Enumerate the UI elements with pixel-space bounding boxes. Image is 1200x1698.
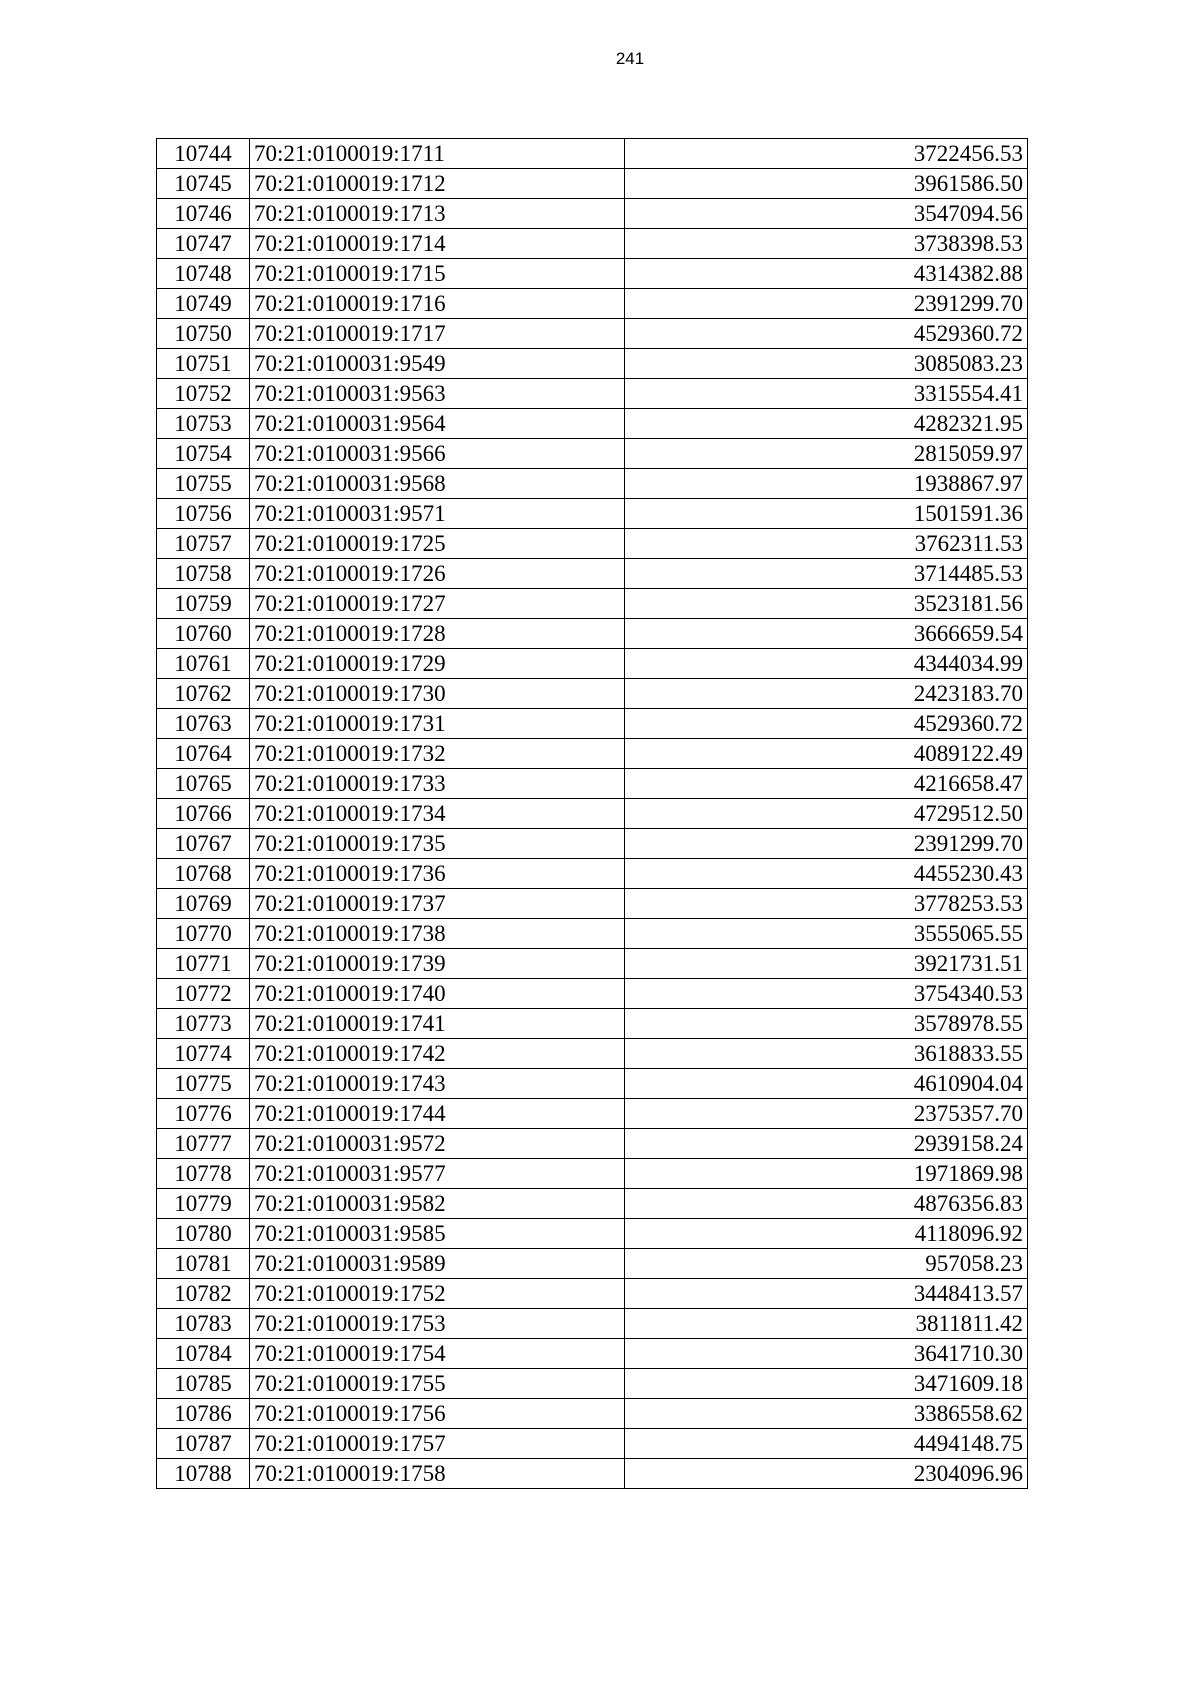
cadastral-number-cell: 70:21:0100019:1711 — [250, 139, 625, 169]
cadastral-number-cell: 70:21:0100019:1729 — [250, 649, 625, 679]
cadastral-number-cell: 70:21:0100019:1714 — [250, 229, 625, 259]
row-number-cell: 10746 — [157, 199, 250, 229]
cadastral-number-cell: 70:21:0100019:1712 — [250, 169, 625, 199]
table-row — [157, 769, 1028, 799]
table-row — [157, 379, 1028, 409]
value-cell: 3523181.56 — [625, 589, 1028, 619]
value-cell: 4118096.92 — [625, 1219, 1028, 1249]
row-number-cell: 10780 — [157, 1219, 250, 1249]
cadastral-number-cell: 70:21:0100019:1756 — [250, 1399, 625, 1429]
row-number-cell: 10747 — [157, 229, 250, 259]
cadastral-number-cell: 70:21:0100019:1738 — [250, 919, 625, 949]
table-row — [157, 469, 1028, 499]
data-table — [156, 138, 1028, 1489]
table-row — [157, 409, 1028, 439]
row-number-cell: 10788 — [157, 1459, 250, 1489]
cadastral-number-cell: 70:21:0100019:1758 — [250, 1459, 625, 1489]
value-cell: 2391299.70 — [625, 829, 1028, 859]
row-number-cell: 10774 — [157, 1039, 250, 1069]
value-cell: 3555065.55 — [625, 919, 1028, 949]
cadastral-number-cell: 70:21:0100031:9577 — [250, 1159, 625, 1189]
cadastral-number-cell: 70:21:0100019:1753 — [250, 1309, 625, 1339]
cadastral-number-cell: 70:21:0100031:9564 — [250, 409, 625, 439]
table-row — [157, 1279, 1028, 1309]
cadastral-number-cell: 70:21:0100019:1737 — [250, 889, 625, 919]
row-number-cell: 10761 — [157, 649, 250, 679]
row-number-cell: 10764 — [157, 739, 250, 769]
table-row — [157, 799, 1028, 829]
cadastral-number-cell: 70:21:0100019:1736 — [250, 859, 625, 889]
value-cell: 3666659.54 — [625, 619, 1028, 649]
table-row — [157, 1009, 1028, 1039]
value-cell: 4282321.95 — [625, 409, 1028, 439]
value-cell: 4610904.04 — [625, 1069, 1028, 1099]
cadastral-number-cell: 70:21:0100019:1741 — [250, 1009, 625, 1039]
cadastral-number-cell: 70:21:0100019:1733 — [250, 769, 625, 799]
row-number-cell: 10755 — [157, 469, 250, 499]
cadastral-number-cell: 70:21:0100031:9571 — [250, 499, 625, 529]
value-cell: 3085083.23 — [625, 349, 1028, 379]
value-cell: 3778253.53 — [625, 889, 1028, 919]
cadastral-number-cell: 70:21:0100019:1713 — [250, 199, 625, 229]
value-cell: 2391299.70 — [625, 289, 1028, 319]
value-cell: 3811811.42 — [625, 1309, 1028, 1339]
row-number-cell: 10757 — [157, 529, 250, 559]
cadastral-number-cell: 70:21:0100019:1744 — [250, 1099, 625, 1129]
value-cell: 3961586.50 — [625, 169, 1028, 199]
row-number-cell: 10776 — [157, 1099, 250, 1129]
row-number-cell: 10759 — [157, 589, 250, 619]
table-row — [157, 439, 1028, 469]
value-cell: 2815059.97 — [625, 439, 1028, 469]
table-row — [157, 919, 1028, 949]
cadastral-number-cell: 70:21:0100031:9572 — [250, 1129, 625, 1159]
value-cell: 3471609.18 — [625, 1369, 1028, 1399]
table-row — [157, 139, 1028, 169]
row-number-cell: 10770 — [157, 919, 250, 949]
table-row — [157, 1039, 1028, 1069]
value-cell: 4344034.99 — [625, 649, 1028, 679]
table-row — [157, 739, 1028, 769]
table-row — [157, 349, 1028, 379]
table-row — [157, 289, 1028, 319]
row-number-cell: 10749 — [157, 289, 250, 319]
cadastral-number-cell: 70:21:0100019:1743 — [250, 1069, 625, 1099]
table-row — [157, 259, 1028, 289]
value-cell: 3448413.57 — [625, 1279, 1028, 1309]
row-number-cell: 10785 — [157, 1369, 250, 1399]
row-number-cell: 10769 — [157, 889, 250, 919]
cadastral-number-cell: 70:21:0100019:1734 — [250, 799, 625, 829]
table-row — [157, 1309, 1028, 1339]
table-row — [157, 319, 1028, 349]
cadastral-number-cell: 70:21:0100031:9549 — [250, 349, 625, 379]
table-row — [157, 1339, 1028, 1369]
table-row — [157, 1459, 1028, 1489]
value-cell: 2939158.24 — [625, 1129, 1028, 1159]
row-number-cell: 10772 — [157, 979, 250, 1009]
row-number-cell: 10762 — [157, 679, 250, 709]
table-row — [157, 559, 1028, 589]
table-row — [157, 949, 1028, 979]
row-number-cell: 10751 — [157, 349, 250, 379]
row-number-cell: 10748 — [157, 259, 250, 289]
table-row — [157, 679, 1028, 709]
cadastral-number-cell: 70:21:0100019:1726 — [250, 559, 625, 589]
table-row — [157, 589, 1028, 619]
value-cell: 4529360.72 — [625, 709, 1028, 739]
row-number-cell: 10753 — [157, 409, 250, 439]
table-row — [157, 1219, 1028, 1249]
row-number-cell: 10760 — [157, 619, 250, 649]
value-cell: 1971869.98 — [625, 1159, 1028, 1189]
value-cell: 4494148.75 — [625, 1429, 1028, 1459]
value-cell: 4216658.47 — [625, 769, 1028, 799]
table-row — [157, 709, 1028, 739]
cadastral-number-cell: 70:21:0100019:1742 — [250, 1039, 625, 1069]
table-row — [157, 1249, 1028, 1279]
cadastral-number-cell: 70:21:0100019:1731 — [250, 709, 625, 739]
value-cell: 3722456.53 — [625, 139, 1028, 169]
row-number-cell: 10781 — [157, 1249, 250, 1279]
value-cell: 2423183.70 — [625, 679, 1028, 709]
cadastral-number-cell: 70:21:0100019:1740 — [250, 979, 625, 1009]
value-cell: 3641710.30 — [625, 1339, 1028, 1369]
table-row — [157, 1369, 1028, 1399]
row-number-cell: 10744 — [157, 139, 250, 169]
value-cell: 4455230.43 — [625, 859, 1028, 889]
row-number-cell: 10765 — [157, 769, 250, 799]
table-row — [157, 1129, 1028, 1159]
table-row — [157, 979, 1028, 1009]
value-cell: 4314382.88 — [625, 259, 1028, 289]
value-cell: 3762311.53 — [625, 529, 1028, 559]
value-cell: 3714485.53 — [625, 559, 1028, 589]
row-number-cell: 10758 — [157, 559, 250, 589]
row-number-cell: 10787 — [157, 1429, 250, 1459]
row-number-cell: 10745 — [157, 169, 250, 199]
cadastral-number-cell: 70:21:0100031:9563 — [250, 379, 625, 409]
cadastral-number-cell: 70:21:0100031:9582 — [250, 1189, 625, 1219]
table-row — [157, 1429, 1028, 1459]
table-row — [157, 229, 1028, 259]
table-row — [157, 619, 1028, 649]
table-body — [157, 139, 1028, 1489]
value-cell: 3738398.53 — [625, 229, 1028, 259]
row-number-cell: 10773 — [157, 1009, 250, 1039]
cadastral-number-cell: 70:21:0100019:1730 — [250, 679, 625, 709]
table-row — [157, 889, 1028, 919]
row-number-cell: 10786 — [157, 1399, 250, 1429]
table-row — [157, 529, 1028, 559]
table-row — [157, 1069, 1028, 1099]
row-number-cell: 10752 — [157, 379, 250, 409]
cadastral-number-cell: 70:21:0100019:1717 — [250, 319, 625, 349]
row-number-cell: 10754 — [157, 439, 250, 469]
row-number-cell: 10767 — [157, 829, 250, 859]
cadastral-number-cell: 70:21:0100019:1735 — [250, 829, 625, 859]
table-row — [157, 199, 1028, 229]
table-row — [157, 1189, 1028, 1219]
value-cell: 1501591.36 — [625, 499, 1028, 529]
table-row — [157, 859, 1028, 889]
row-number-cell: 10779 — [157, 1189, 250, 1219]
cadastral-number-cell: 70:21:0100031:9589 — [250, 1249, 625, 1279]
value-cell: 957058.23 — [625, 1249, 1028, 1279]
value-cell: 3921731.51 — [625, 949, 1028, 979]
cadastral-number-cell: 70:21:0100019:1716 — [250, 289, 625, 319]
cadastral-number-cell: 70:21:0100019:1728 — [250, 619, 625, 649]
row-number-cell: 10766 — [157, 799, 250, 829]
table-row — [157, 499, 1028, 529]
table-row — [157, 649, 1028, 679]
cadastral-number-cell: 70:21:0100031:9585 — [250, 1219, 625, 1249]
row-number-cell: 10777 — [157, 1129, 250, 1159]
cadastral-number-cell: 70:21:0100019:1727 — [250, 589, 625, 619]
value-cell: 1938867.97 — [625, 469, 1028, 499]
table-row — [157, 1099, 1028, 1129]
cadastral-number-cell: 70:21:0100031:9568 — [250, 469, 625, 499]
row-number-cell: 10771 — [157, 949, 250, 979]
value-cell: 3315554.41 — [625, 379, 1028, 409]
cadastral-number-cell: 70:21:0100019:1754 — [250, 1339, 625, 1369]
value-cell: 3386558.62 — [625, 1399, 1028, 1429]
value-cell: 4729512.50 — [625, 799, 1028, 829]
value-cell: 4876356.83 — [625, 1189, 1028, 1219]
cadastral-number-cell: 70:21:0100019:1755 — [250, 1369, 625, 1399]
table-row — [157, 169, 1028, 199]
cadastral-number-cell: 70:21:0100019:1752 — [250, 1279, 625, 1309]
row-number-cell: 10782 — [157, 1279, 250, 1309]
cadastral-number-cell: 70:21:0100019:1732 — [250, 739, 625, 769]
row-number-cell: 10775 — [157, 1069, 250, 1099]
cadastral-number-cell: 70:21:0100031:9566 — [250, 439, 625, 469]
row-number-cell: 10778 — [157, 1159, 250, 1189]
value-cell: 3578978.55 — [625, 1009, 1028, 1039]
table-row — [157, 1159, 1028, 1189]
page-number: 241 — [615, 49, 645, 68]
cadastral-number-cell: 70:21:0100019:1757 — [250, 1429, 625, 1459]
value-cell: 4529360.72 — [625, 319, 1028, 349]
value-cell: 2304096.96 — [625, 1459, 1028, 1489]
row-number-cell: 10756 — [157, 499, 250, 529]
row-number-cell: 10783 — [157, 1309, 250, 1339]
table-row — [157, 829, 1028, 859]
value-cell: 4089122.49 — [625, 739, 1028, 769]
row-number-cell: 10768 — [157, 859, 250, 889]
value-cell: 3618833.55 — [625, 1039, 1028, 1069]
value-cell: 2375357.70 — [625, 1099, 1028, 1129]
row-number-cell: 10784 — [157, 1339, 250, 1369]
cadastral-number-cell: 70:21:0100019:1739 — [250, 949, 625, 979]
row-number-cell: 10750 — [157, 319, 250, 349]
cadastral-number-cell: 70:21:0100019:1725 — [250, 529, 625, 559]
table-row — [157, 1399, 1028, 1429]
value-cell: 3547094.56 — [625, 199, 1028, 229]
value-cell: 3754340.53 — [625, 979, 1028, 1009]
cadastral-number-cell: 70:21:0100019:1715 — [250, 259, 625, 289]
row-number-cell: 10763 — [157, 709, 250, 739]
